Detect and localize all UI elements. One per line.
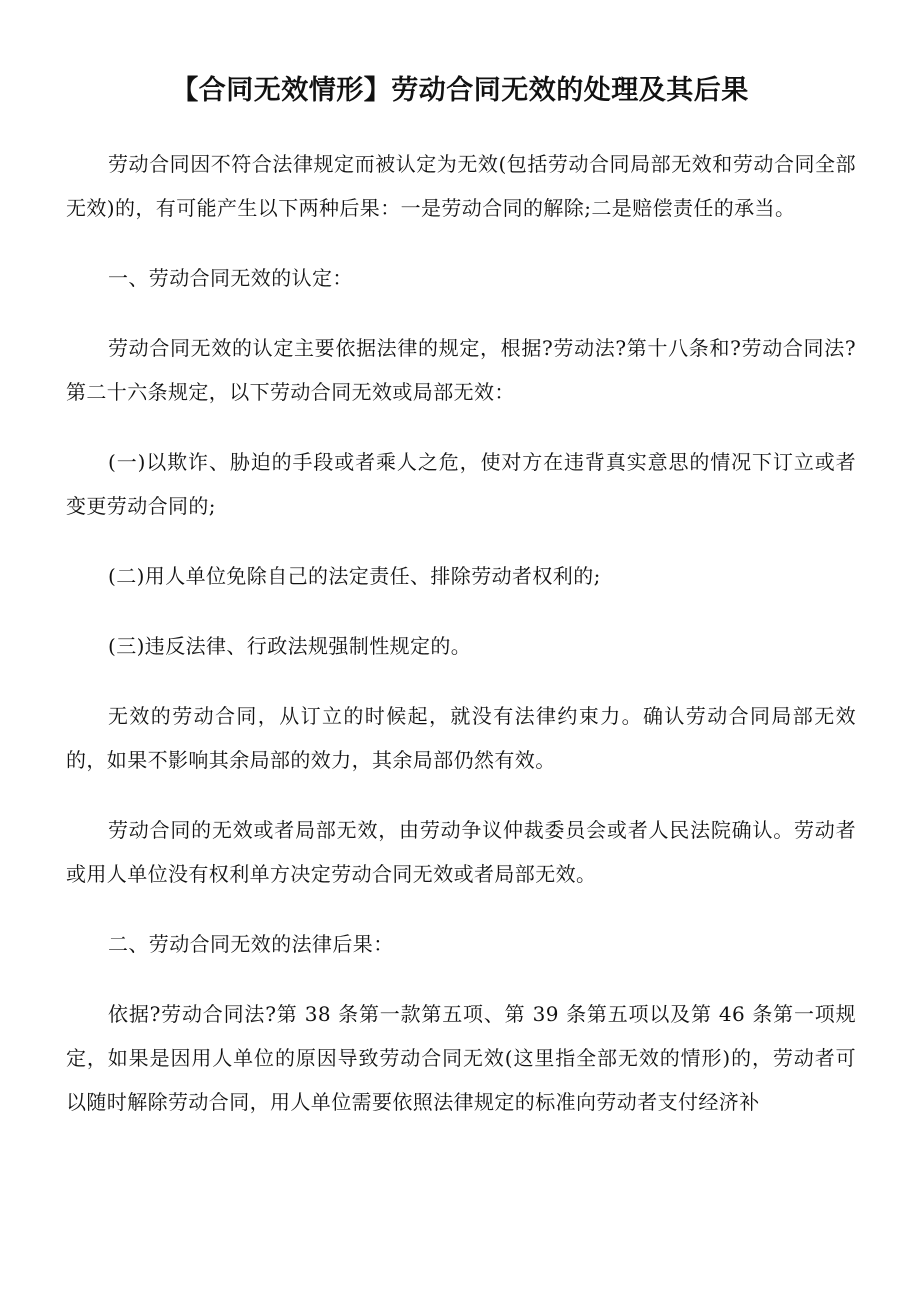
section-heading-2: 二、劳动合同无效的法律后果： xyxy=(108,932,394,956)
list-item-3: (三)违反法律、行政法规强制性规定的。 xyxy=(108,634,472,658)
paragraph-consequences: 依据?劳动合同法?第 38 条第一款第五项、第 39 条第五项以及第 46 条第一项规定，如果是因用人单位的原因导致劳动合同无效(这里指全部无效的情形)的，劳动者可以随时解除劳动合同，用人单位需要依照法律规定的标准向劳动者支付经济补 xyxy=(66,1002,856,1114)
document-body xyxy=(66,142,856,1150)
paragraph-effect: 无效的劳动合同，从订立的时候起，就没有法律约束力。确认劳动合同局部无效的，如果不影响其余局部的效力，其余局部仍然有效。 xyxy=(66,704,856,772)
paragraph-intro: 劳动合同因不符合法律规定而被认定为无效(包括劳动合同局部无效和劳动合同全部无效)的，有可能产生以下两种后果：一是劳动合同的解除;二是赔偿责任的承当。 xyxy=(66,152,856,220)
list-item-2: (二)用人单位免除自己的法定责任、排除劳动者权利的; xyxy=(108,564,601,588)
paragraph-legal-basis: 劳动合同无效的认定主要依据法律的规定，根据?劳动法?第十八条和?劳动合同法?第二十六条规定，以下劳动合同无效或局部无效： xyxy=(66,336,856,404)
paragraph-confirmation: 劳动合同的无效或者局部无效，由劳动争议仲裁委员会或者人民法院确认。劳动者或用人单位没有权利单方决定劳动合同无效或者局部无效。 xyxy=(66,818,856,886)
list-item-1: (一)以欺诈、胁迫的手段或者乘人之危，使对方在违背真实意思的情况下订立或者变更劳动合同的; xyxy=(66,450,856,518)
section-heading-1: 一、劳动合同无效的认定： xyxy=(108,266,353,290)
document-title: 【合同无效情形】劳动合同无效的处理及其后果 xyxy=(171,75,749,106)
